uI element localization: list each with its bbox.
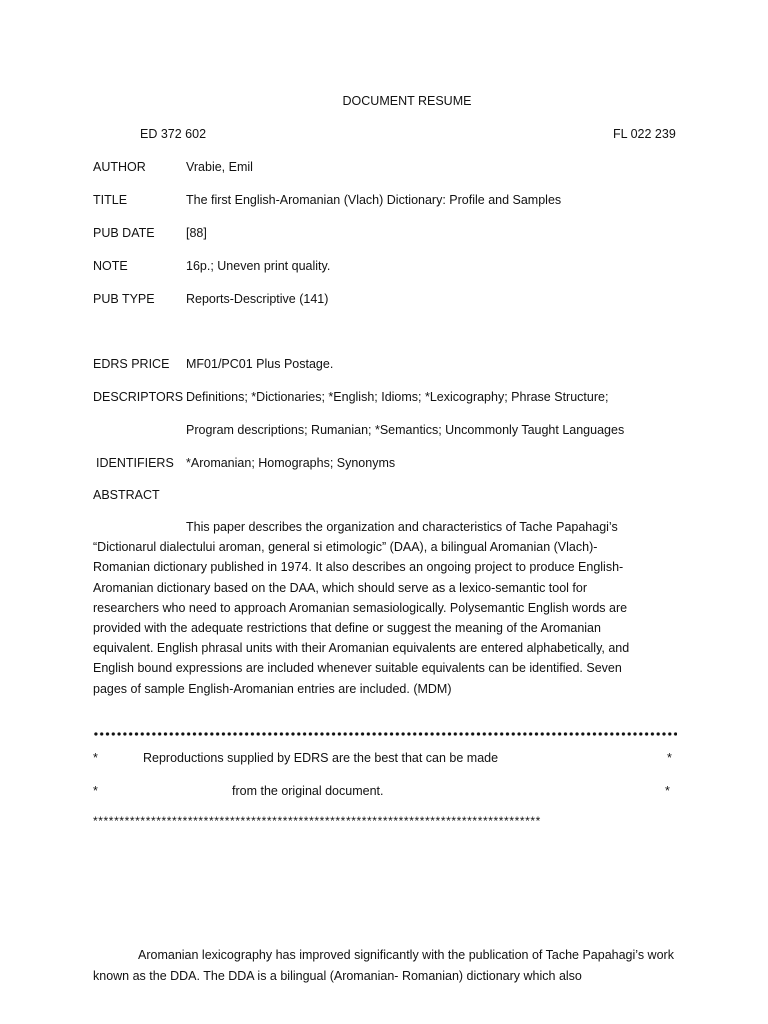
notice-star-right-2: *: [665, 784, 670, 798]
descriptors-line-1: Definitions; *Dictionaries; *English; Idioms; *Lexicography; Phrase Structure;: [186, 390, 609, 404]
title-value: The first English-Aromanian (Vlach) Dictionary: Profile and Samples: [186, 193, 562, 207]
notice-star-left-2: *: [93, 784, 98, 798]
pub-date-label: PUB DATE: [93, 226, 155, 240]
fl-number: FL 022 239: [613, 127, 676, 141]
descriptors-line-2: Program descriptions; Rumanian; *Semantics; Uncommonly Taught Languages: [186, 423, 625, 437]
identifiers-value: *Aromanian; Homographs; Synonyms: [186, 456, 396, 470]
star-divider: *************************************************************************************: [93, 814, 541, 828]
pub-date-value: [88]: [186, 226, 207, 240]
author-value: Vrabie, Emil: [186, 160, 253, 174]
edrs-price-value: MF01/PC01 Plus Postage.: [186, 357, 334, 371]
notice-star-left-1: *: [93, 751, 98, 765]
note-value: 16p.; Uneven print quality.: [186, 259, 331, 273]
edrs-price-label: EDRS PRICE: [93, 357, 170, 371]
identifiers-label: IDENTIFIERS: [96, 456, 174, 470]
pub-type-value: Reports-Descriptive (141): [186, 292, 329, 306]
title-label: TITLE: [93, 193, 128, 207]
author-label: AUTHOR: [93, 160, 146, 174]
note-label: NOTE: [93, 259, 128, 273]
ed-number: ED 372 602: [140, 127, 207, 141]
document-title: DOCUMENT RESUME: [342, 94, 472, 108]
notice-line-2: from the original document.: [232, 784, 384, 798]
pub-type-label: PUB TYPE: [93, 292, 155, 306]
abstract-paragraph: This paper describes the organization and characteristics of Tache Papahagi’s “Dictionarul dialectului aroman, general si etimologic” (DAA), a bilingual Aromanian (Vlach)-Romanian dictionary published in 1974. It also describes an ongoing project to produce English-Aromanian dictionary based on the DAA, which should serve as a lexico-semantic tool for researchers who need to approach Aromanian semasiologically. Polysemantic English words are provided with the adequate restrictions that define or suggest the meaning of the Aromanian equivalent. English phrasal units with their Aromanian equivalents are entered alphabetically, and English bound expressions are included whenever suitable equivalents can be identified. Seven pages of sample English-Aromanian entries are included. (MDM): [93, 520, 630, 696]
notice-line-1: Reproductions supplied by EDRS are the best that can be made: [143, 751, 499, 765]
body-paragraph: Aromanian lexicography has improved significantly with the publication of Tache Papahagi’s work known as the DDA. The DDA is a bilingual (Aromanian- Romanian) dictionary which also: [93, 948, 674, 983]
abstract-text: [93, 517, 653, 699]
descriptors-label: DESCRIPTORS: [93, 390, 184, 404]
abstract-label: ABSTRACT: [93, 488, 160, 502]
body-text: [93, 945, 683, 986]
notice-star-right-1: *: [667, 751, 672, 765]
dotted-divider: [93, 731, 677, 737]
